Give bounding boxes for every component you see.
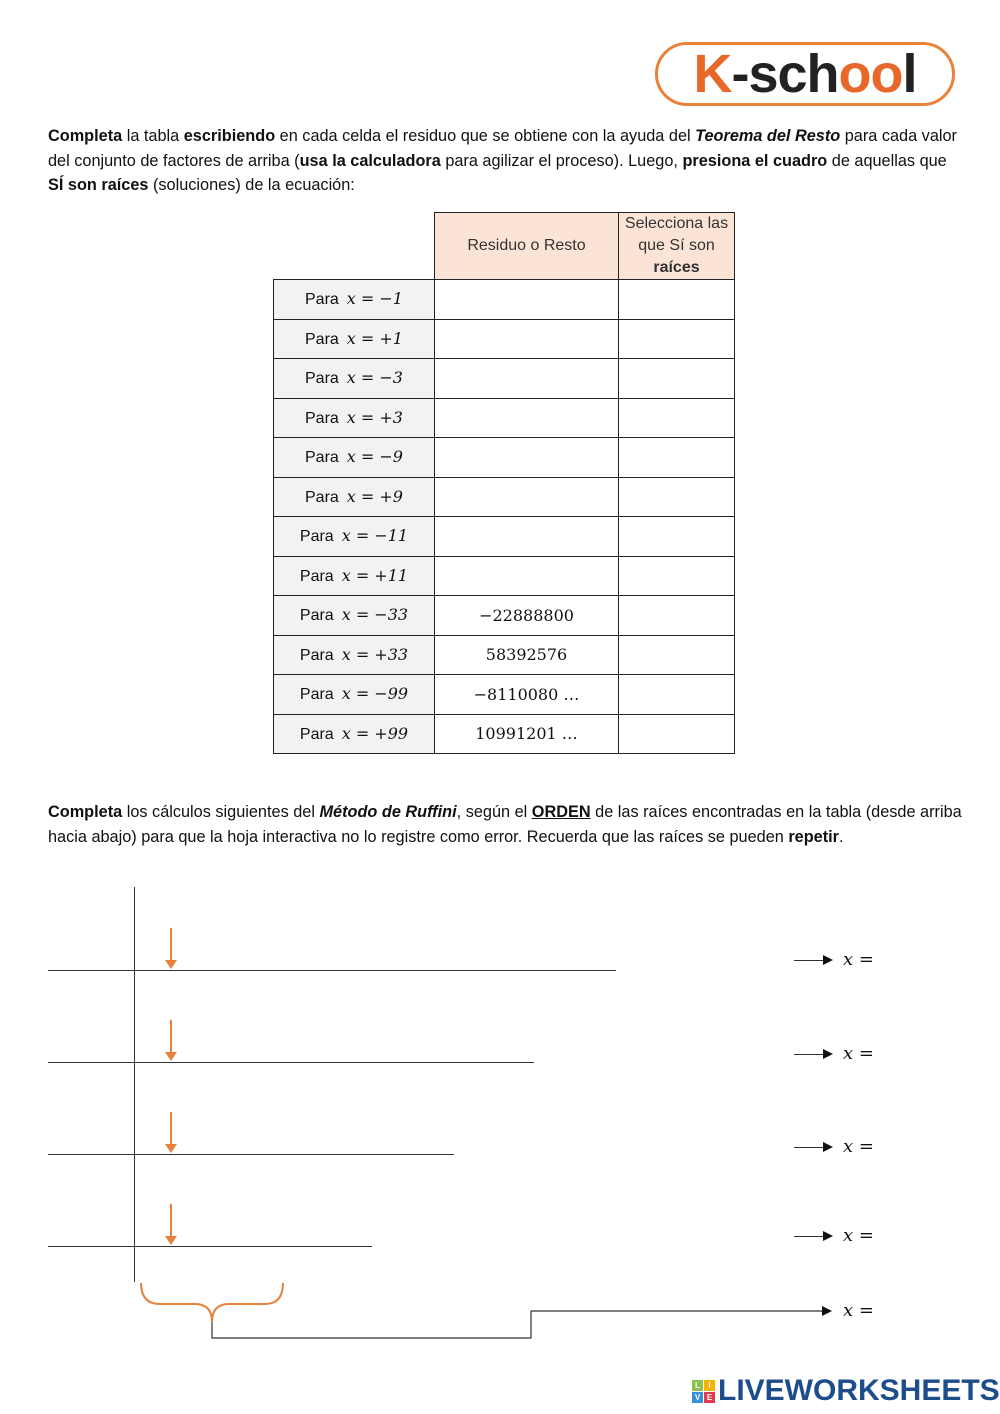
root-label: x = <box>843 949 874 970</box>
t: Completa <box>48 127 123 145</box>
x-value: x = +1 <box>346 328 403 348</box>
x-value: x = −1 <box>346 289 403 309</box>
t: SÍ son raíces <box>48 176 149 194</box>
t: Método de Ruffini <box>319 803 457 821</box>
para-text: Para <box>299 528 334 546</box>
x-value: x = −33 <box>341 605 409 625</box>
t: repetir <box>788 827 840 846</box>
t: escribiendo <box>183 127 276 145</box>
header-residuo: Residuo o Resto <box>435 213 619 280</box>
t: , según el <box>456 803 532 821</box>
t: los cálculos siguientes del <box>122 803 320 821</box>
final-root-label: x = <box>843 1300 874 1321</box>
t: para agilizar el proceso). Luego, <box>440 151 683 170</box>
x-value: x = −11 <box>341 526 409 546</box>
t: usa la calculadora <box>299 151 441 170</box>
x-value: x = +33 <box>341 644 409 664</box>
root-label: x = <box>843 1043 874 1064</box>
live-badge-icon <box>692 1380 715 1403</box>
residuo-input[interactable]: 58392576 <box>435 635 619 675</box>
para-text: Para <box>299 567 334 585</box>
x-value: x = +3 <box>346 407 403 427</box>
t: raíces <box>653 259 700 276</box>
residuo-input[interactable]: −8110080 … <box>435 675 619 715</box>
root-label: x = <box>843 1225 874 1246</box>
liveworksheets-logo <box>692 1374 1000 1408</box>
t: E <box>704 1392 715 1403</box>
root-label: x = <box>843 1136 874 1157</box>
t: de aquellas que <box>827 151 947 170</box>
x-value: x = +99 <box>341 723 409 743</box>
para-text: Para <box>299 686 334 704</box>
para-text: Para <box>305 291 339 309</box>
t: ORDEN <box>531 803 591 821</box>
brand-text: LIVEWORKSHEETS <box>718 1374 1000 1407</box>
para-text: Para <box>299 646 334 664</box>
connector-line <box>212 1311 825 1338</box>
t: . <box>839 827 844 846</box>
kschool-logo: K -sch oo l <box>655 42 955 106</box>
para-text: Para <box>305 449 339 467</box>
t: Completa <box>48 803 123 821</box>
x-value: x = −99 <box>341 684 409 704</box>
t: (soluciones) de la ecuación: <box>148 176 355 194</box>
brace-icon <box>141 1283 283 1322</box>
arrow-head-icon <box>822 1306 832 1316</box>
x-value: x = +11 <box>341 565 409 585</box>
t: V <box>692 1392 703 1403</box>
x-value: x = −3 <box>346 368 403 388</box>
t: la tabla <box>122 127 184 145</box>
x-value: x = +9 <box>346 486 403 506</box>
para-text: Para <box>305 488 339 506</box>
t: en cada celda el residuo que se obtiene con la ayuda del <box>275 127 696 145</box>
para-text: Para <box>305 409 339 427</box>
para-text: Para <box>299 725 334 743</box>
t: presiona el cuadro <box>682 151 828 170</box>
para-text: Para <box>305 370 339 388</box>
t: I <box>704 1380 715 1391</box>
residuo-input[interactable]: −22888800 <box>435 596 619 636</box>
para-text: Para <box>299 607 334 625</box>
t: de las raíces encontradas en la tabla (desde arriba hacia abajo) para que la hoja interactiva no lo registre como error. Recuerda que las raíces se pueden <box>48 803 962 846</box>
t: Teorema del Resto <box>695 127 841 145</box>
para-text: Para <box>305 330 339 348</box>
t: para cada valor del conjunto de factores de arriba ( <box>48 127 957 170</box>
t: L <box>692 1380 703 1391</box>
x-value: x = −9 <box>346 447 403 467</box>
t: Selecciona las que Sí son <box>624 215 729 254</box>
residuo-input[interactable]: 10991201 … <box>435 714 619 754</box>
